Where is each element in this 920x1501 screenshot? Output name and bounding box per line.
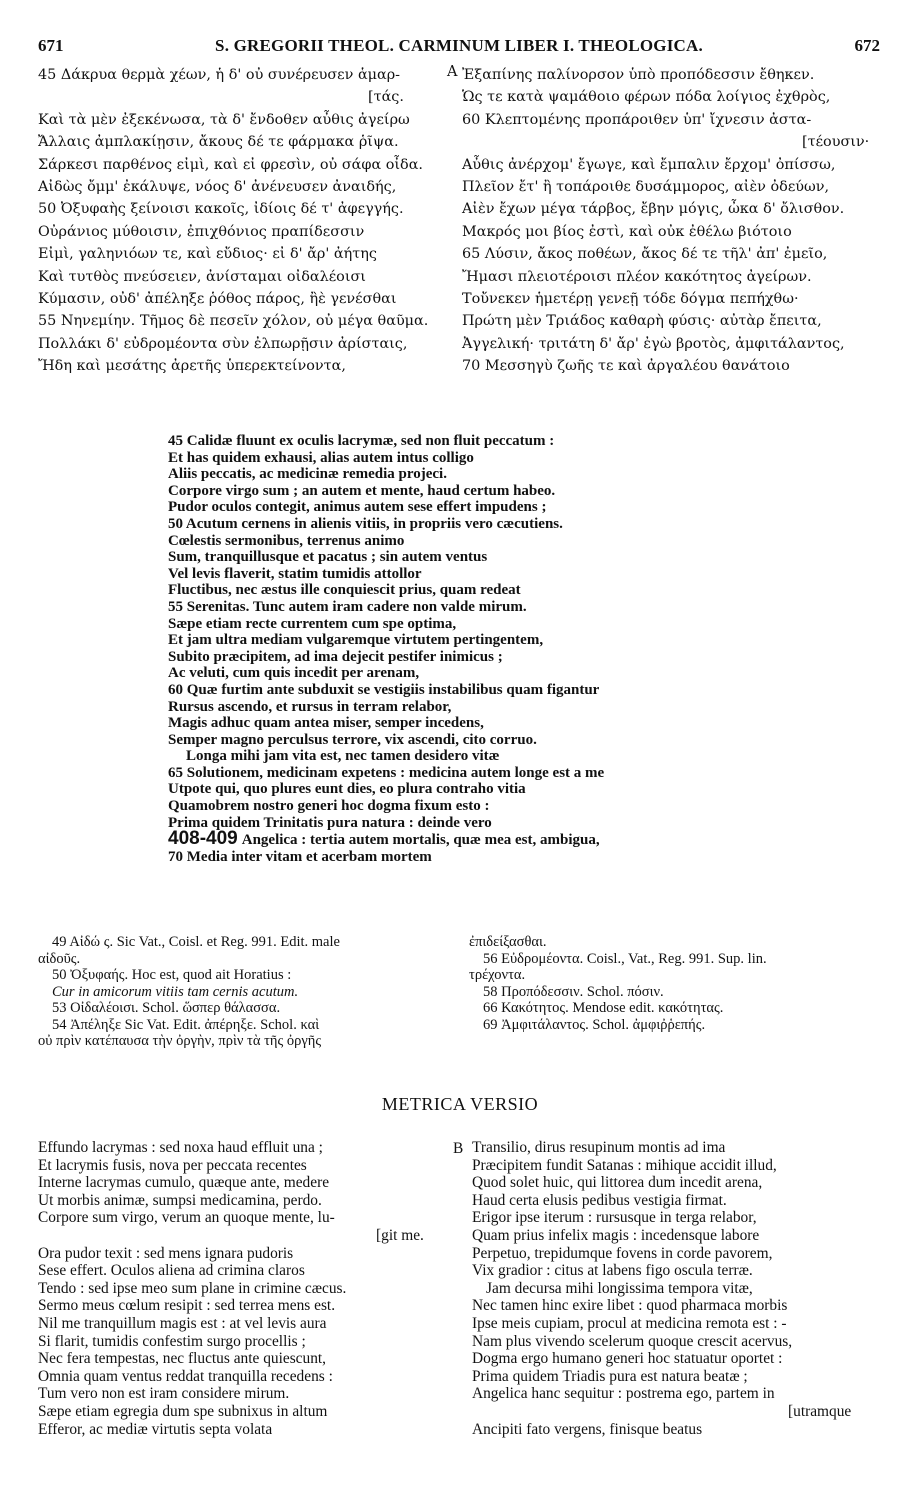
greek-line: 45 Δάκρυα θερμὰ χέων, ἡ δ' οὐ συνέρευσεν ἁμαρ- [38, 67, 401, 83]
verse-line: Jam decursa mihi longissima tempora vitæ, [486, 1279, 753, 1297]
latin-line: Vel levis flaverit, statim tumidis attollor [168, 565, 422, 582]
greek-line: Αὖθις ἀνέρχομ' ἔγωγε, καὶ ἔμπαλιν ἔρχομ' ὀπίσσω, [462, 156, 836, 173]
latin-line: Pudor oculos contegit, animus autem sese effert impudens ; [168, 499, 547, 516]
verse-line: Prima quidem Triadis pura est natura beatæ ; [472, 1367, 748, 1385]
greek-line: Ἀγγελική· τριτάτη δ' ἄρ' ἐγὼ βροτὸς, ἀμφιτάλαντος, [462, 335, 845, 352]
footnote-line: ἐπιδείξασθαι. [469, 934, 547, 950]
latin-line: Rursus ascendo, et rursus in terram relabor, [168, 698, 452, 715]
latin-line: 50 Acutum cernens in alienis vitiis, in propriis vero cæcutiens. [168, 515, 563, 532]
verse-line: Si flarit, tumidis confestim surgo procellis ; [38, 1332, 306, 1350]
latin-translation [168, 433, 728, 865]
greek-line: Καὶ τυτθὸς πνεύσειεν, ἀνίσταμαι οἰδαλέοισι [38, 268, 366, 285]
greek-line: 60 Κλεπτομένης προπάροιθεν ὑπ' ἴχνεσιν ἀστα- [462, 111, 812, 128]
greek-line: Καὶ τὰ μὲν ἐξεκένωσα, τὰ δ' ἔνδοθεν αὖθις ἀγείρω [38, 111, 410, 128]
greek-line: Ἐξαπίνης παλίνορσον ὑπὸ προπόδεσσιν ἔθηκεν. [462, 67, 815, 83]
latin-line: Magis adhuc quam antea miser, semper incedens, [168, 715, 484, 732]
latin-line-text: Angelica : tertia autem mortalis, quæ mea est, ambigua, [241, 832, 600, 849]
latin-line: Aliis peccatis, ac medicinæ remedia projeci. [168, 466, 447, 483]
footnotes-left-column [38, 934, 463, 1050]
footnotes-right-column [469, 934, 889, 1033]
verse-line: Nil me tranquillum magis est : at vel levis aura [38, 1314, 327, 1332]
greek-line: Μακρός μοι βίος ἐστὶ, καὶ οὐκ ἐθέλω βιότοιο [462, 223, 792, 240]
verse-line: Sese effert. Oculos aliena ad crimina claros [38, 1262, 305, 1280]
latin-line: Fluctibus, nec æstus ille conquiescit prius, quam redeat [168, 582, 521, 599]
greek-line: Ὡς τε κατὰ ψαμάθοιο φέρων πόδα λοίγιος ἐχθρὸς, [462, 89, 831, 106]
verse-line: Dogma ergo humano generi hoc statuatur oportet : [472, 1350, 783, 1368]
greek-line: Εἰμὶ, γαληνιόων τε, καὶ εὔδιος· εἰ δ' ἄρ' ἀήτης [38, 246, 377, 263]
greek-line: 70 Μεσσηγὺ ζωῆς τε καὶ ἀργαλέου θανάτοιο [462, 358, 790, 375]
latin-line: 70 Media inter vitam et acerbam mortem [168, 848, 432, 865]
footnote-line: τρέχοντα. [469, 967, 526, 983]
verse-line: Ora pudor texit : sed mens ignara pudoris [38, 1244, 294, 1262]
verse-line: Efferor, ac mediæ virtutis septa volata [38, 1420, 273, 1438]
greek-text-left-column [38, 64, 458, 378]
verse-line: Tum vero non est iram considere mirum. [38, 1385, 290, 1403]
latin-line: Longa mihi jam vita est, nec tamen desidero vitæ [186, 748, 500, 765]
running-header [38, 36, 880, 58]
footnote-line: αἰδοῦς. [38, 950, 81, 967]
greek-line-continuation: [τέουσιν· [802, 134, 870, 151]
latin-line: Cœlestis sermonibus, terrenus animo [168, 532, 405, 549]
greek-line: 55 Νηνεμίην. Τῆμος δὲ πεσεῖν χόλον, οὐ μέγα θαῦμα. [38, 313, 429, 330]
latin-line: Et has quidem exhausi, alias autem intus colligo [168, 449, 474, 466]
latin-line: Semper magno perculsus terrore, vix ascendi, cito corruo. [168, 731, 537, 748]
column-marker-a: A [447, 64, 458, 80]
metrical-version-left-column [38, 1139, 458, 1438]
verse-line: Sæpe etiam egregia dum spe subnixus in altum [38, 1402, 328, 1420]
verse-line: Vix gradior : citus at labens figo oscula terræ. [472, 1262, 753, 1280]
latin-line: 60 Quæ furtim ante subduxit se vestigiis instabilibus quam figantur [168, 681, 600, 698]
greek-line: Ἄλλαις ἀμπλακίῃσιν, ἄκους δέ τε φάρμακα ῥῖψα. [38, 134, 399, 151]
greek-line-continuation: [τάς. [368, 89, 404, 106]
footnote-quotation: Cur in amicorum vitiis tam cernis acutum. [52, 983, 299, 1000]
verse-line: Ut morbis animæ, sumpsi medicamina, perdo. [38, 1191, 322, 1209]
verse-line: Nam plus vivendo scelerum quoque crescit acervus, [472, 1332, 793, 1350]
latin-line: Sæpe etiam recte currentem cum spe optima, [168, 615, 457, 632]
verse-line: Nec fera tempestas, nec fluctus ante quiescunt, [38, 1350, 327, 1368]
verse-line: Quod solet huic, qui littorea dum incedit arena, [472, 1174, 763, 1192]
greek-line: Πλεῖον ἔτ' ἢ τοπάροιθε δυσάμμορος, αἰὲν ὀδεύων, [462, 179, 830, 196]
latin-line: Et jam ultra mediam vulgaremque virtutem pertingentem, [168, 632, 544, 649]
verse-line: Sermo meus cœlum resipit : sed terrea mens est. [38, 1297, 336, 1315]
latin-line: Utpote qui, quo plures eunt dies, eo plura contraho vitia [168, 781, 526, 798]
greek-line: Ἤδη καὶ μεσάτης ἀρετῆς ὑπερεκτείνοντα, [38, 358, 346, 375]
page-number-right: 672 [854, 36, 880, 55]
greek-line: Ἤμασι πλειοτέροισι πλέον κακότητος ἀγείρων. [462, 268, 812, 285]
latin-line: 65 Solutionem, medicinam expetens : medicina autem longe est a me [168, 764, 605, 781]
verse-line: Nec tamen hinc exire libet : quod pharmaca morbis [472, 1297, 788, 1315]
latin-line: Corpore virgo sum ; an autem et mente, haud certum habeo. [168, 482, 556, 499]
latin-line: Prima quidem Trinitatis pura natura : deinde vero [168, 814, 492, 831]
verse-line: Et lacrymis fusis, nova per peccata recentes [38, 1156, 307, 1174]
greek-line: 65 Λύσιν, ἄκος ποθέων, ἄκος δέ τε τῆλ' ἀπ' ἐμεῖο, [462, 246, 828, 263]
verse-line: Haud certa elusis pedibus vestigia firmat. [472, 1191, 727, 1209]
verse-line: Transilio, dirus resupinum montis ad ima [472, 1139, 726, 1156]
latin-line: 55 Serenitas. Tunc autem iram cadere non valde mirum. [168, 598, 527, 615]
verse-line: Ipse meis cupiam, procul at medicina remota est : - [472, 1314, 787, 1332]
page-number-left: 671 [38, 36, 64, 55]
footnote-line: 50 Ὀξυφαής. Hoc est, quod ait Horatius : [52, 967, 292, 983]
greek-line: Τοὔνεκεν ἡμετέρῃ γενεῇ τόδε δόγμα πεπήχθω· [462, 291, 799, 308]
verse-line: Interne lacrymas cumulo, quæque ante, medere [38, 1174, 330, 1192]
latin-line: Sum, tranquillusque et pacatus ; sin autem ventus [168, 549, 488, 566]
verse-line: Erigor ipse iterum : rursusque in terga relabor, [472, 1209, 757, 1227]
greek-line: Κύμασιν, οὐδ' ἀπέληξε ῥόθος πάρος, ἢὲ γενέσθαι [38, 291, 397, 308]
latin-line: 45 Calidæ fluunt ex oculis lacrymæ, sed non fluit peccatum : [168, 433, 555, 449]
section-heading: METRICA VERSIO [381, 1094, 539, 1114]
metrical-version-right-column [472, 1139, 892, 1438]
page-marker: 408-409 [168, 828, 238, 850]
footnote-line: 69 Ἀμφιτάλαντος. Schol. ἀμφιῤῥεπής. [483, 1016, 706, 1033]
verse-line: Angelica hanc sequitur : postrema ego, partem in [472, 1385, 775, 1403]
greek-line: Αἰὲν ἔχων μέγα τάρβος, ἔβην μόγις, ὦκα δ' ὄλισθον. [462, 201, 845, 218]
greek-text-right-column [462, 64, 882, 378]
verse-line-continuation: [git me. [376, 1226, 424, 1244]
greek-line: Πολλάκι δ' εὐδρομέοντα σὺν ἐλπωρῇσιν ἀρίσταις, [38, 335, 408, 352]
verse-line: Perpetuo, trepidumque fovens in corde pavorem, [472, 1244, 773, 1262]
footnote-line: 54 Ἀπέληξε Sic Vat. Edit. ἀπέρηξε. Schol. καὶ [52, 1016, 320, 1033]
verse-line: Ancipiti fato vergens, finisque beatus [472, 1420, 703, 1438]
latin-line: Subito præcipitem, ad ima dejecit pestifer inimicus ; [168, 648, 503, 665]
footnote-line: 56 Εὐδρομέοντα. Coisl., Vat., Reg. 991. Sup. lin. [483, 950, 767, 967]
greek-line: Πρώτη μὲν Τριάδος καθαρὴ φύσις· αὐτὰρ ἔπειτα, [462, 313, 822, 330]
verse-line: Effundo lacrymas : sed noxa haud effluit una ; [38, 1139, 323, 1156]
footnote-line: οὐ πρὶν κατέπαυσα τὴν ὀργὴν, πρὶν τὰ τῆς ὀργῆς [38, 1033, 322, 1049]
running-title: S. GREGORII THEOL. CARMINUM LIBER I. THEOLOGICA. [215, 36, 703, 55]
footnote-line: 66 Κακότητος. Mendose edit. κακότητας. [483, 1000, 724, 1016]
footnote-line: 53 Οἰδαλέοισι. Schol. ὥσπερ θάλασσα. [52, 1000, 281, 1016]
greek-line: Αἰδὼς ὄμμ' ἐκάλυψε, νόος δ' ἀνένευσεν ἀναιδής, [38, 179, 397, 196]
verse-line: Præcipitem fundit Satanas : mihique accidit illud, [472, 1156, 777, 1174]
greek-line: Οὐράνιος μύθοισιν, ἐπιχθόνιος πραπίδεσσιν [38, 223, 365, 240]
verse-line: Tendo : sed ipse meo sum plane in crimine cæcus. [38, 1279, 347, 1297]
verse-line: Quam prius infelix magis : incedensque labore [472, 1226, 760, 1244]
latin-line: Ac veluti, cum quis incedit per arenam, [168, 665, 420, 682]
latin-line: Quamobrem nostro generi hoc dogma fixum esto : [168, 798, 490, 815]
footnote-line: 58 Προπόδεσσιν. Schol. πόσιν. [483, 983, 664, 1000]
greek-line: Σάρκεσι παρθένος εἰμὶ, καὶ εἰ φρεσὶν, οὐ σάφα οἶδα. [38, 156, 423, 173]
greek-line: 50 Ὀξυφαὴς ξείνοισι κακοῖς, ἰδίοις δέ τ' ἀφεγγής. [38, 201, 404, 218]
column-marker-b: B [453, 1140, 464, 1157]
verse-line: Omnia quam ventus reddat tranquilla recedens : [38, 1367, 333, 1385]
verse-line-continuation: [utramque [788, 1402, 852, 1420]
verse-line: Corpore sum virgo, verum an quoque mente, lu- [38, 1209, 335, 1227]
latin-line-with-page-mark [168, 828, 728, 850]
footnote-line: 49 Αἰδώ ς. Sic Vat., Coisl. et Reg. 991. Edit. male [52, 934, 340, 950]
